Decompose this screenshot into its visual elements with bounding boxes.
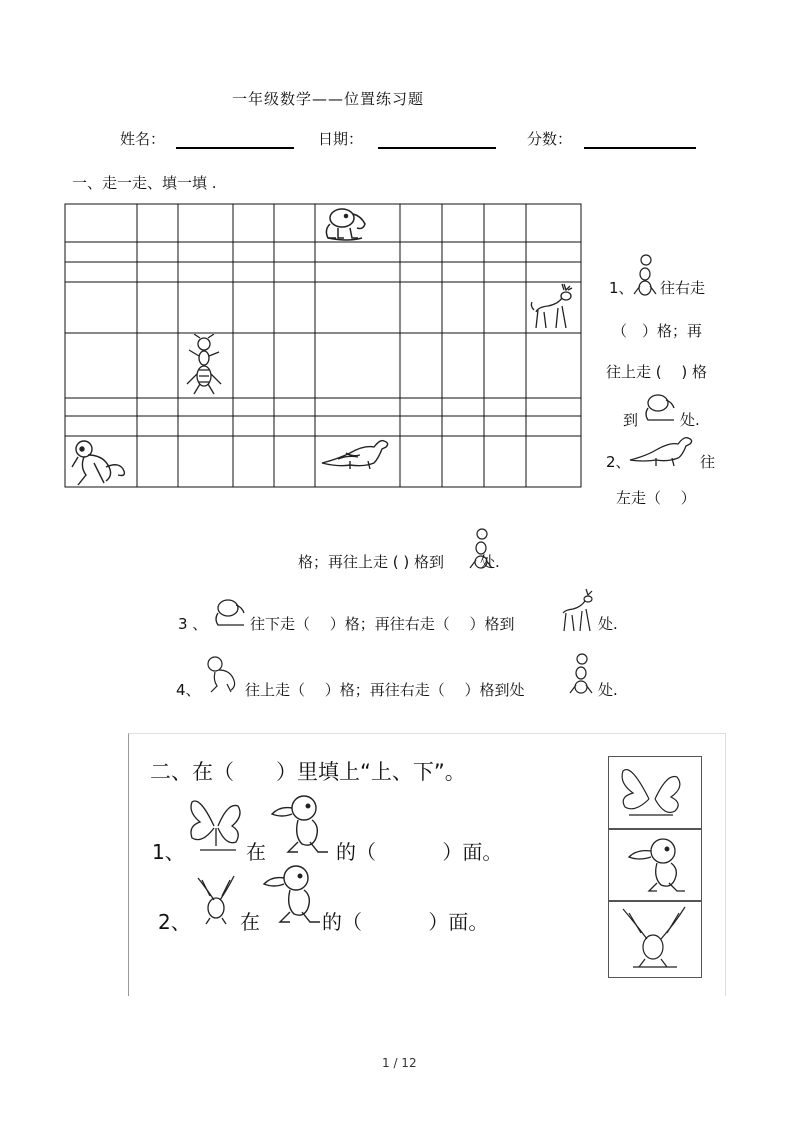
duck-icon [270,792,334,858]
s2-q1-mid: 在 [246,840,266,864]
eagle-icon [194,872,238,926]
butterfly-icon [609,757,701,829]
name-label: 姓名： [120,130,166,148]
s2-q2-end: 的（ ）面。 [322,910,489,934]
q4-text: 往上走（ ）格；再往右走（ ）格到处 [245,681,525,699]
monkey-small-icon [203,654,245,694]
s2-q1-number: 1、 [152,840,185,864]
q1-text-b: （ ）格；再 [612,322,703,340]
q3-number: 3 、 [178,615,208,633]
q3-text: 往下走（ ）格；再往右走（ ）格到 [250,615,515,633]
section1-heading: 一、走一走、填一填 . [72,174,217,192]
ant-icon [182,334,226,396]
duck-card [608,828,702,902]
s2-q1-end: 的（ ）面。 [336,840,503,864]
dog-small-icon [210,597,250,629]
butterfly-card [608,756,702,830]
eagle-icon [609,901,701,977]
duck-icon [609,829,701,901]
dinosaur-small-icon [628,436,700,468]
q4-end: 处. [598,681,618,699]
deer-small-icon [558,587,598,633]
ant-small-icon [568,651,594,695]
ant-small-icon [632,252,658,298]
section2-heading: 二、在（ ）里填上“上、下”。 [150,760,466,784]
q4-number: 4、 [176,681,201,699]
score-label: 分数： [527,130,573,148]
monkey-icon [68,437,134,487]
q1-text-c: 往上走 ( ) 格 [606,363,708,381]
dinosaur-icon [320,437,396,471]
q2-text-c: 格；再往上走 ( ) 格到 [298,553,445,571]
date-label: 日期： [318,130,364,148]
eagle-card [608,900,702,978]
q3-end: 处. [598,615,618,633]
q1-text-a: 往右走 [660,279,706,297]
q1-text-d: 到 [623,411,639,429]
page-number: 1 / 12 [382,1056,417,1070]
page-title: 一年级数学——位置练习题 [232,90,425,108]
q2-text-b: 左走（ ） [616,489,696,507]
q2-number: 2、 [606,453,631,471]
dog-small-icon [640,392,680,422]
q1-text-e: 处. [680,411,700,429]
butterfly-icon [188,792,244,858]
duck-icon [262,862,324,928]
dog-icon [320,204,376,244]
q2-text-d: 处. [480,553,500,571]
q2-text-a: 往 [700,453,716,471]
s2-q2-number: 2、 [158,910,191,934]
q1-number: 1、 [609,279,634,297]
deer-icon [528,280,578,332]
s2-q2-mid: 在 [240,910,260,934]
